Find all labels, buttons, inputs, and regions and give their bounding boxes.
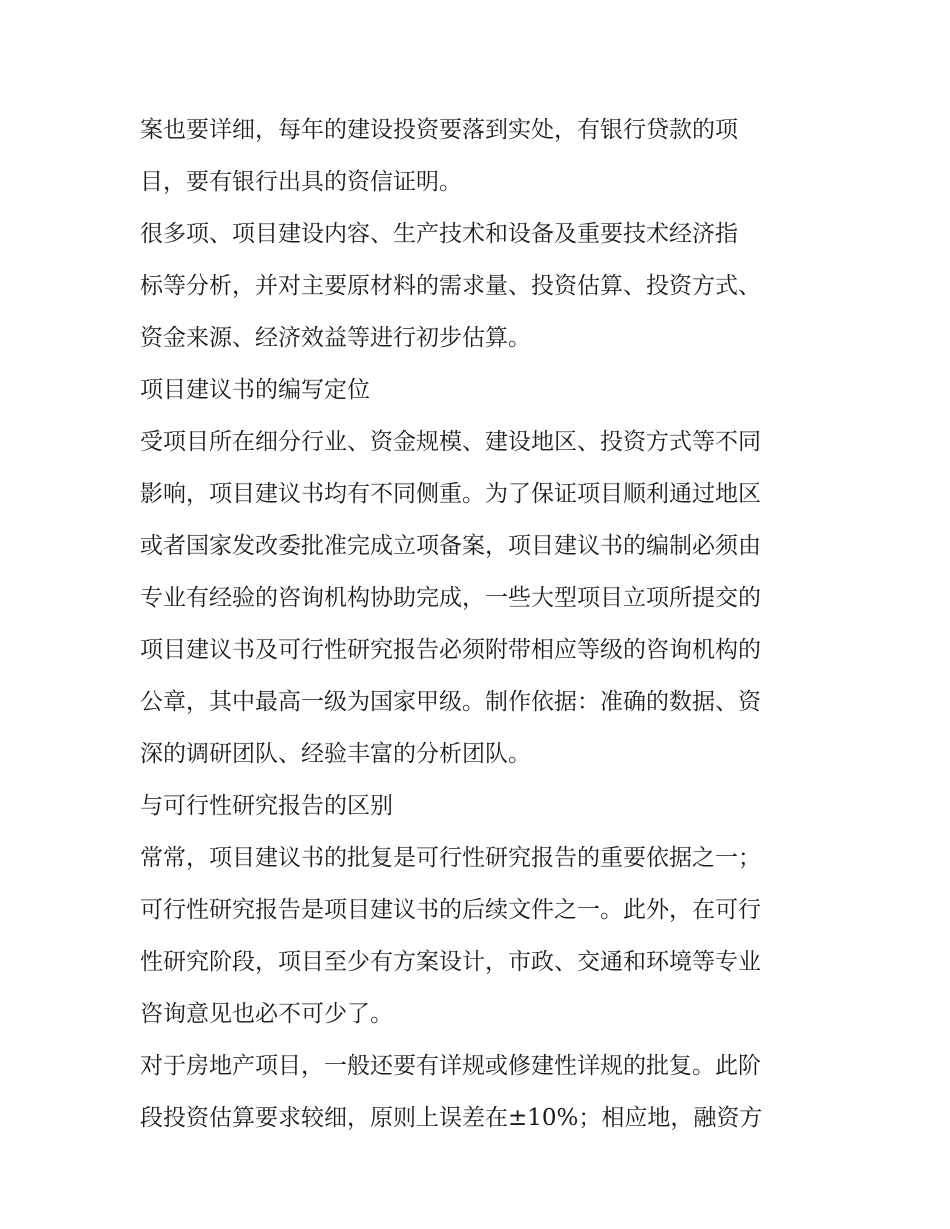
text-line: 影响，项目建议书均有不同侧重。为了保证项目顺利通过地区 — [140, 481, 761, 507]
text-line: 常常，项目建议书的批复是可行性研究报告的重要依据之一； — [140, 845, 761, 871]
section-heading-difference — [140, 780, 820, 832]
paragraph-real-estate — [140, 1040, 820, 1144]
paragraph-difference — [140, 832, 820, 1040]
paragraph-positioning — [140, 416, 820, 780]
heading-text: 项目建议书的编写定位 — [140, 377, 370, 403]
document-body — [140, 104, 820, 1144]
text-line: 标等分析，并对主要原材料的需求量、投资估算、投资方式、 — [140, 273, 761, 299]
paragraph-project-content — [140, 208, 820, 364]
text-line: 深的调研团队、经验丰富的分析团队。 — [140, 741, 531, 767]
text-line: 段投资估算要求较细，原则上误差在±10%；相应地，融资方 — [140, 1105, 763, 1131]
text-line: 目，要有银行出具的资信证明。 — [140, 169, 462, 195]
paragraph-financing-detail — [140, 104, 820, 208]
text-line: 对于房地产项目，一般还要有详规或修建性详规的批复。此阶 — [140, 1053, 761, 1079]
text-line: 很多项、项目建设内容、生产技术和设备及重要技术经济指 — [140, 221, 738, 247]
text-line: 公章，其中最高一级为国家甲级。制作依据：准确的数据、资 — [140, 689, 761, 715]
heading-text: 与可行性研究报告的区别 — [140, 793, 393, 819]
text-line: 专业有经验的咨询机构协助完成，一些大型项目立项所提交的 — [140, 585, 761, 611]
text-line: 或者国家发改委批准完成立项备案，项目建议书的编制必须由 — [140, 533, 761, 559]
text-line: 资金来源、经济效益等进行初步估算。 — [140, 325, 531, 351]
text-line: 咨询意见也必不可少了。 — [140, 1001, 393, 1027]
text-line: 可行性研究报告是项目建议书的后续文件之一。此外，在可行 — [140, 897, 761, 923]
text-line: 项目建议书及可行性研究报告必须附带相应等级的咨询机构的 — [140, 637, 761, 663]
text-line: 受项目所在细分行业、资金规模、建设地区、投资方式等不同 — [140, 429, 761, 455]
text-line: 性研究阶段，项目至少有方案设计，市政、交通和环境等专业 — [140, 949, 761, 975]
section-heading-positioning — [140, 364, 820, 416]
text-line: 案也要详细，每年的建设投资要落到实处，有银行贷款的项 — [140, 117, 738, 143]
